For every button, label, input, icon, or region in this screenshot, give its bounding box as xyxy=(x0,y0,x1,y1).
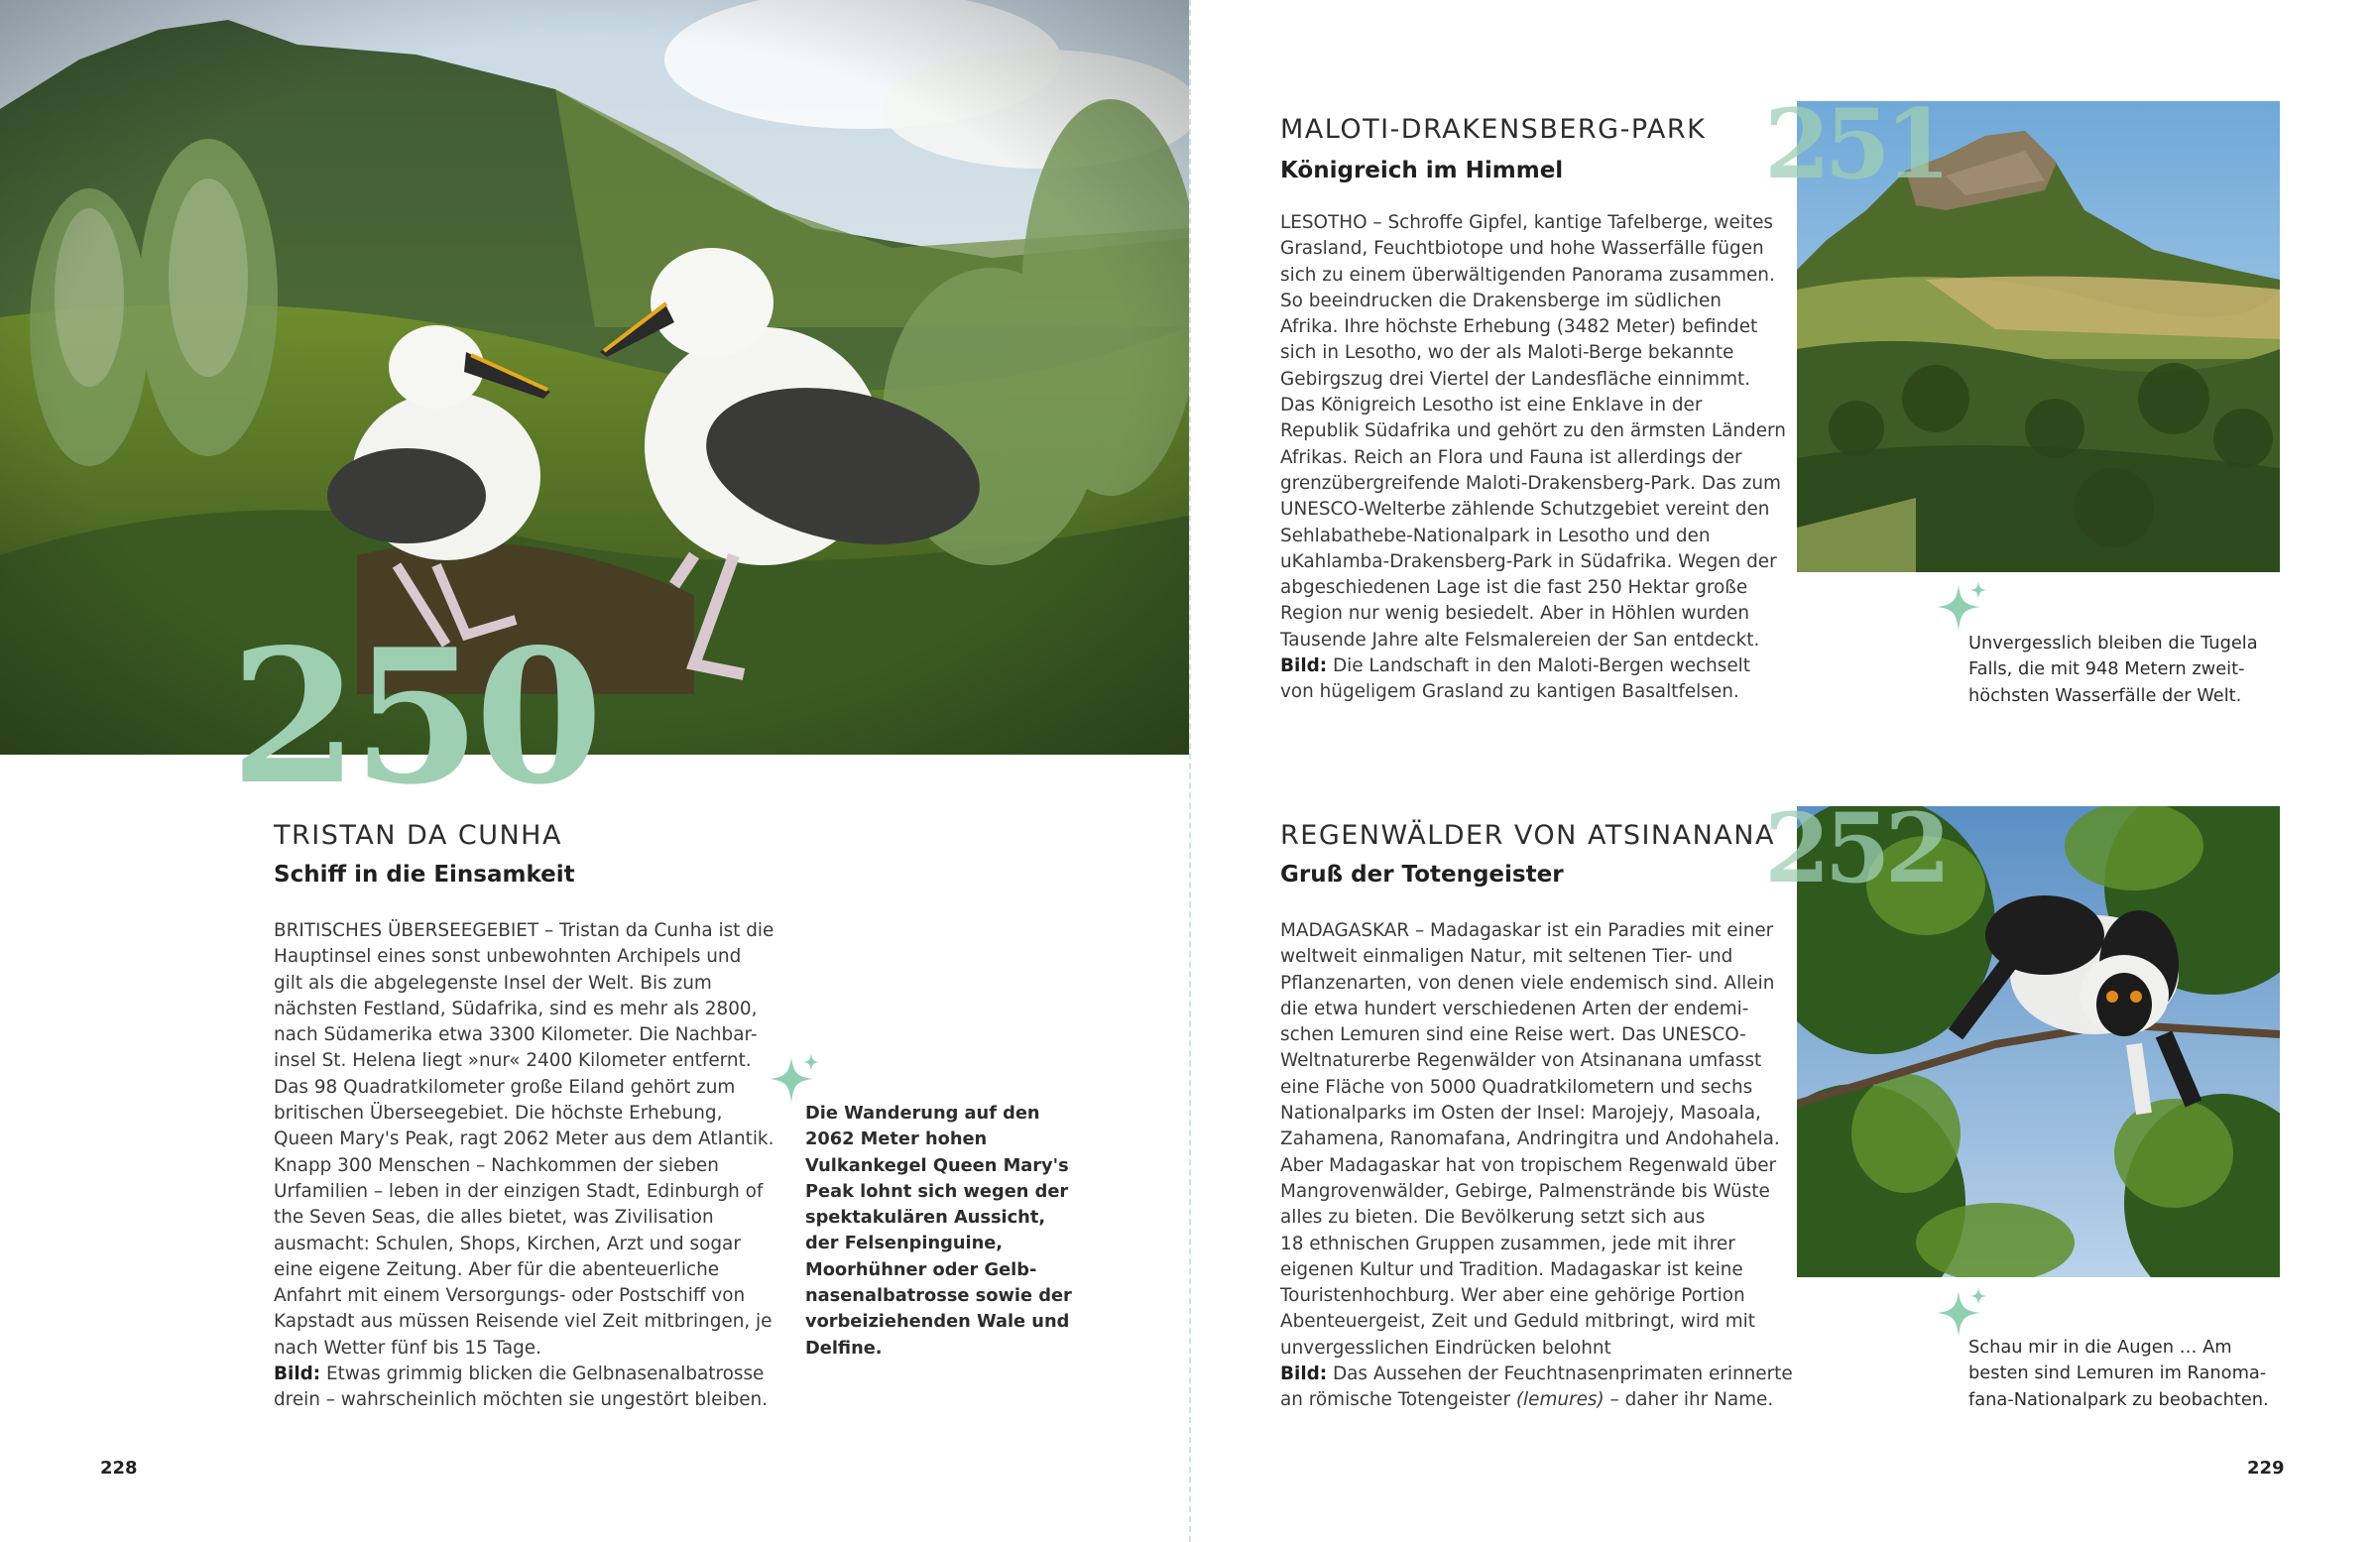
body-line: Das 98 Quadratkilometer große Eiland gehört zum xyxy=(274,1076,736,1098)
caption-text: – daher ihr Name. xyxy=(1604,1389,1774,1411)
caption-text: an römische Totengeister xyxy=(1280,1389,1516,1411)
body-line: uKahlamba-Drakensberg-Park in Südafrika. Wegen der xyxy=(1280,550,1777,572)
entry-body-atsinanana xyxy=(1280,918,1793,1414)
entry-number-251: 251 xyxy=(1764,88,1946,200)
body-line: Queen Mary's Peak, ragt 2062 Meter aus dem Atlantik. xyxy=(274,1128,774,1150)
entry-subtitle-maloti: Königreich im Himmel xyxy=(1280,158,1564,183)
body-line: schen Lemuren sind eine Reise wert. Das UNESCO- xyxy=(1280,1024,1746,1046)
image-caption: drein – wahrscheinlich möchten sie ungestört bleiben. xyxy=(274,1389,769,1411)
sidenote-line: Peak lohnt sich wegen der xyxy=(805,1180,1069,1202)
body-line: Nationalparks im Osten der Insel: Marojejy, Masoala, xyxy=(1280,1103,1761,1125)
body-line: weltweit einmaligen Natur, mit seltenen Tier- und xyxy=(1280,946,1733,968)
page-number-left: 228 xyxy=(100,1458,138,1479)
body-line: sich in Lesotho, wo der als Maloti-Berge bekannte xyxy=(1280,342,1734,364)
body-line: the Seven Seas, die alles bietet, was Zivilisation xyxy=(274,1207,714,1229)
body-line: Abenteuergeist, Zeit und Geduld mitbringt, wird mit xyxy=(1280,1311,1755,1333)
sidenote-line: Falls, die mit 948 Metern zweit- xyxy=(1968,658,2245,680)
body-line: Hauptinsel eines sonst unbewohnten Archipels und xyxy=(274,946,742,968)
sidenote-line: Delfine. xyxy=(805,1337,883,1359)
body-line: Anfahrt mit einem Versorgungs- oder Postschiff von xyxy=(274,1285,746,1307)
body-line: Tausende Jahre alte Felsmalereien der San entdeckt. xyxy=(1280,629,1760,651)
entry-title-atsinanana: REGENWÄLDER VON ATSINANANA xyxy=(1280,820,1775,851)
body-line: LESOTHO – Schroffe Gipfel, kantige Tafelberge, weites xyxy=(1280,212,1773,233)
body-line: Das Königreich Lesotho ist eine Enklave in der xyxy=(1280,395,1703,416)
sidenote-line: Schau mir in die Augen … Am xyxy=(1968,1337,2232,1358)
body-line: Sehlabathebe-Nationalpark in Lesotho und den xyxy=(1280,525,1711,546)
body-line: Urfamilien – leben in der einzigen Stadt, Edinburgh of xyxy=(274,1180,764,1202)
body-line: Touristenhochburg. Wer aber eine gehörige Portion xyxy=(1280,1285,1745,1307)
body-line: So beeindrucken die Drakensberge im südlichen xyxy=(1280,290,1722,311)
entry-body-tristan xyxy=(274,918,774,1414)
body-line: Pflanzenarten, von denen viele endemisch sind. Allein xyxy=(1280,972,1775,994)
body-line: eine eigene Zeitung. Aber für die abenteuerliche xyxy=(274,1258,720,1280)
sidenote-line: höchsten Wasserfälle der Welt. xyxy=(1968,684,2242,706)
body-line: eigenen Kultur und Tradition. Madagaskar ist keine xyxy=(1280,1258,1743,1280)
entry-number-252: 252 xyxy=(1764,792,1946,904)
body-line: nächsten Festland, Südafrika, sind es mehr als 2800, xyxy=(274,998,758,1019)
body-line: Kapstadt aus müssen Reisende viel Zeit mitbringen, je xyxy=(274,1311,773,1333)
caption-text: Die Landschaft in den Maloti-Bergen wechselt xyxy=(1327,655,1751,677)
sidenote-tristan xyxy=(805,1101,1072,1362)
sidenote-line: der Felsenpinguine, xyxy=(805,1233,1004,1254)
caption-label: Bild: xyxy=(1280,655,1328,677)
body-line: Gebirgszug drei Viertel der Landesfläche einnimmt. xyxy=(1280,368,1751,390)
sidenote-line: vorbeiziehenden Wale und xyxy=(805,1311,1070,1333)
sidenote-line: Moorhühner oder Gelb- xyxy=(805,1258,1037,1280)
sidenote-line: besten sind Lemuren im Ranoma- xyxy=(1968,1363,2267,1384)
caption-label: Bild: xyxy=(274,1364,321,1385)
body-line: Afrika. Ihre höchste Erhebung (3482 Meter) befindet xyxy=(1280,316,1758,338)
body-line: nach Wetter fünf bis 15 Tage. xyxy=(274,1337,541,1359)
entry-body-maloti xyxy=(1280,210,1786,706)
entry-title-tristan: TRISTAN DA CUNHA xyxy=(274,820,562,851)
caption-label: Bild: xyxy=(1280,1364,1328,1385)
body-line: Zahamena, Ranomafana, Andringitra und Andohahela. xyxy=(1280,1128,1780,1150)
entry-subtitle-tristan: Schiff in die Einsamkeit xyxy=(274,862,575,888)
body-line: gilt als die abgelegenste Insel der Welt. Bis zum xyxy=(274,972,712,994)
body-line: die etwa hundert verschiedenen Arten der endemi- xyxy=(1280,998,1749,1019)
body-line: Weltnaturerbe Regenwälder von Atsinanana umfasst xyxy=(1280,1050,1762,1072)
image-caption xyxy=(1280,1387,1793,1413)
body-line: nach Südamerika etwa 3300 Kilometer. Die Nachbar- xyxy=(274,1024,758,1046)
entry-subtitle-atsinanana: Gruß der Totengeister xyxy=(1280,862,1564,888)
body-line: Grasland, Feuchtbiotope und hohe Wasserfälle fügen xyxy=(1280,238,1764,260)
caption-text: Etwas grimmig blicken die Gelbnasenalbatrosse xyxy=(320,1364,765,1385)
body-line: insel St. Helena liegt »nur« 2400 Kilometer entfernt. xyxy=(274,1050,752,1072)
image-caption: von hügeligem Grasland zu kantigen Basaltfelsen. xyxy=(1280,681,1739,703)
body-line: eine Fläche von 5000 Quadratkilometern und sechs xyxy=(1280,1076,1753,1098)
body-line: Aber Madagaskar hat von tropischem Regenwald über xyxy=(1280,1154,1777,1176)
body-line: Mangrovenwälder, Gebirge, Palmenstrände bis Wüste xyxy=(1280,1180,1770,1202)
body-line: BRITISCHES ÜBERSEEGEBIET – Tristan da Cunha ist die xyxy=(274,920,774,941)
sidenote-line: Unvergesslich bleiben die Tugela xyxy=(1968,633,2258,653)
body-line: Region nur wenig besiedelt. Aber in Höhlen wurden xyxy=(1280,603,1749,625)
entry-title-maloti: MALOTI-DRAKENSBERG-PARK xyxy=(1280,114,1707,145)
image-caption xyxy=(1280,1362,1793,1387)
body-line: alles zu bieten. Die Bevölkerung setzt sich aus xyxy=(1280,1207,1706,1229)
sidenote-maloti xyxy=(1968,631,2258,709)
sidenote-atsinanana xyxy=(1968,1335,2269,1413)
caption-text: Das Aussehen der Feuchtnasenprimaten erinnerte xyxy=(1327,1364,1793,1385)
body-line: unvergesslichen Eindrücken belohnt xyxy=(1280,1337,1611,1359)
sidenote-line: Vulkankegel Queen Mary's xyxy=(805,1154,1069,1176)
sidenote-line: 2062 Meter hohen xyxy=(805,1128,988,1150)
body-line: 18 ethnischen Gruppen zusammen, jede mit ihrer xyxy=(1280,1233,1735,1254)
body-line: abgeschiedenen Lage ist die fast 250 Hektar große xyxy=(1280,577,1748,599)
page-number-right: 229 xyxy=(2247,1458,2285,1479)
sidenote-line: nasenalbatrosse sowie der xyxy=(805,1285,1072,1307)
sparkle-icon xyxy=(1935,581,1990,637)
image-caption xyxy=(1280,653,1786,679)
sidenote-line: spektakulären Aussicht, xyxy=(805,1207,1046,1229)
body-line: UNESCO-Welterbe zählende Schutzgebiet vereint den xyxy=(1280,499,1770,521)
sidenote-line: fana-Nationalpark zu beobachten. xyxy=(1968,1388,2269,1410)
body-line: Republik Südafrika und gehört zu den ärmsten Ländern xyxy=(1280,420,1786,442)
body-line: sich zu einem überwältigenden Panorama zusammen. xyxy=(1280,264,1775,286)
entry-number-250: 250 xyxy=(230,608,598,825)
body-line: Afrikas. Reich an Flora und Fauna ist allerdings der xyxy=(1280,446,1742,468)
caption-italic: (lemures) xyxy=(1515,1389,1605,1411)
body-line: britischen Überseegebiet. Die höchste Erhebung, xyxy=(274,1103,723,1125)
body-line: ausmacht: Schulen, Shops, Kirchen, Arzt und sogar xyxy=(274,1233,741,1254)
body-line: Knapp 300 Menschen – Nachkommen der sieben xyxy=(274,1154,719,1176)
sidenote-line: Die Wanderung auf den xyxy=(805,1103,1040,1124)
left-page xyxy=(0,0,1189,1542)
image-caption xyxy=(274,1362,774,1387)
right-page xyxy=(1191,0,2380,1542)
body-line: MADAGASKAR – Madagaskar ist ein Paradies mit einer xyxy=(1280,920,1774,941)
body-line: grenzübergreifende Maloti-Drakensberg-Park. Das zum xyxy=(1280,472,1781,494)
